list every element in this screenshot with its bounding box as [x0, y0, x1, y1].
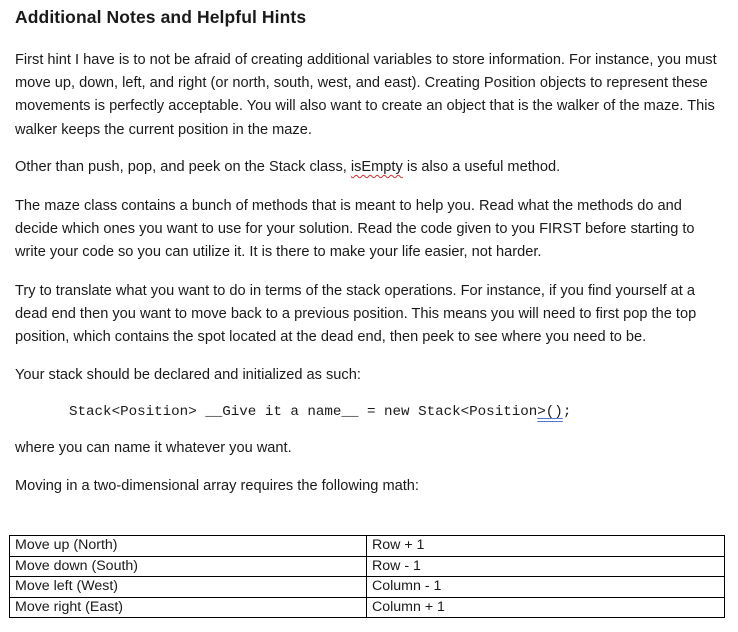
table-row	[10, 577, 725, 598]
paragraph-first-hint: First hint I have is to not be afraid of creating additional variables to store information. For instance, you must move up, down, left, and right (or north, south, west, and east). Creating Position objects to represent these movements is perfectly acceptable. You will also want to create an object that is the walker of the maze. This walker keeps the current position in the maze.	[15, 52, 717, 138]
movement-table	[9, 535, 725, 618]
page-title: Additional Notes and Helpful Hints	[15, 7, 307, 27]
stack-methods-text-before: Other than push, pop, and peek on the Stack class,	[15, 158, 351, 175]
paragraph-stack-methods	[15, 156, 724, 179]
paragraph-array-math: Moving in a two-dimensional array requires the following math:	[15, 477, 419, 494]
code-snippet	[15, 401, 724, 423]
math-cell: Column + 1	[367, 597, 725, 618]
math-cell: Row - 1	[367, 556, 725, 577]
code-text-before: Stack<Position> __Give it a name__ = new Stack<Position	[69, 404, 538, 421]
paragraph-stack-operations: Try to translate what you want to do in terms of the stack operations. For instance, if you find yourself at a dead end then you want to move back to a previous position. This means you will need to first pop the top position, which contains the spot located at the dead end, then peek to see where you need to be.	[15, 282, 697, 346]
move-cell: Move right (East)	[10, 597, 367, 618]
math-cell: Column - 1	[367, 577, 725, 598]
paragraph-naming: where you can name it whatever you want.	[15, 440, 292, 457]
move-cell: Move left (West)	[10, 577, 367, 598]
paragraph-maze-class: The maze class contains a bunch of methods that is meant to help you. Read what the methods do and decide which ones you want to use for your solution. Read the code given to you FIRST before starting to write your code so you can utilize it. It is there to make your life easier, not harder.	[15, 198, 695, 261]
move-cell: Move down (South)	[10, 556, 367, 577]
stack-methods-text-after: is also a useful method.	[402, 158, 561, 175]
move-cell: Move up (North)	[10, 536, 367, 557]
paragraph-stack-declaration: Your stack should be declared and initialized as such:	[15, 367, 361, 384]
table-row	[10, 556, 725, 577]
grammar-flagged-code: >()	[537, 404, 563, 421]
math-cell: Row + 1	[367, 536, 725, 557]
code-text-after: ;	[562, 404, 572, 421]
spellcheck-flagged-word: isEmpty	[350, 158, 403, 175]
table-row	[10, 597, 725, 618]
table-row	[10, 536, 725, 557]
